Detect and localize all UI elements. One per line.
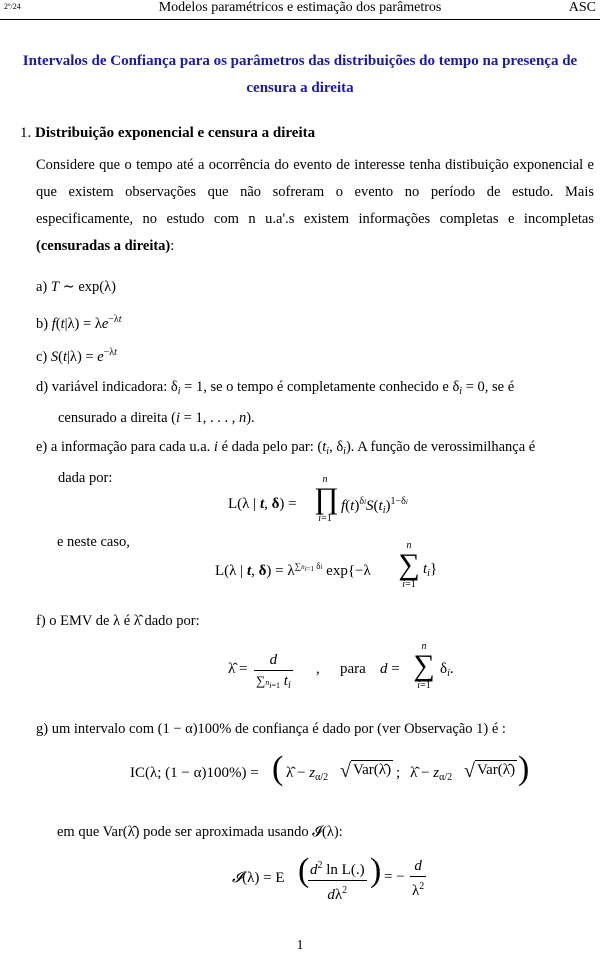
intro-paragraph: Considere que o tempo até a ocorrência do evento de interesse tenha distibuição exponencial e que existem observações que não sofreram o evento no período de estudo. Mais especificamente, no estudo com n u.a'.s existem informações completas e incompletas (censuradas a direita): xyxy=(36,157,594,254)
running-header xyxy=(0,0,600,18)
formula-a: T ∼ exp(λ) xyxy=(50,279,116,295)
item-c: c) $S(t|\lambda) = e^{-\lambda t}$ xyxy=(36,347,117,365)
item-d: d) variável indicadora: $\delta_i = 1$, se o tempo é completamente conhecido e $\delta_i = 0$, se é censurado a direita (i = 1, . . . , n). xyxy=(36,379,515,426)
intro-text: Considere que o tempo até a ocorrência do evento de interesse tenha distibuição exponencial e que existem observações que não sofreram o evento no período de estudo. Mais especificamente, no estudo com n u.a'.s existem informações completas e incompletas xyxy=(36,157,594,227)
likelihood-equation: L(λ | t, δ) = n ∏ i=1 $f(t)^{\delta i}S(t_i)^{1-\delta i}$ xyxy=(228,474,408,524)
emv-fraction: $\frac{d}{\sum n_{i=1} t_i}$ xyxy=(256,652,291,691)
fisher-information: 𝓘(λ) = E ( $\frac{d^2 \ln L(.)}{d\lambda^2}$ ) = − $\frac{d}{\lambda^2}$ xyxy=(232,852,425,903)
title-line-2: censura a direita xyxy=(246,80,354,96)
document-title xyxy=(8,48,592,102)
formula-c: $S(t|\lambda) = e^{-\lambda t}$ xyxy=(50,347,117,365)
section-number: 1. xyxy=(20,125,32,141)
formula-b: $f(t|\lambda) = \lambda e^{-\lambda t}$ xyxy=(51,314,122,332)
item-f: f) o EMV de λ é λ̂ dado por: xyxy=(36,613,200,629)
em-que-text: em que Var(λ̂) pode ser aproximada usando 𝓘(λ): xyxy=(57,824,343,840)
item-b: b) $f(t|\lambda) = \lambda e^{-\lambda t}$ xyxy=(36,314,122,332)
sum-operator: n ∑ i=1 xyxy=(398,540,420,590)
fisher-result-fraction: $\frac{d}{\lambda^2}$ xyxy=(412,858,425,899)
section-title: Distribuição exponencial e censura a direita xyxy=(35,125,316,141)
header-rule xyxy=(0,19,600,20)
author-abbr: ASC xyxy=(568,0,596,15)
page-number: 1 xyxy=(296,938,304,953)
item-e: e) a informação para cada u.a. i é dada pelo par: ($t_i$, $\delta_i$). A função de verossimilhança é dada por: xyxy=(36,439,536,486)
item-a: a) T ∼ exp(λ) xyxy=(36,279,116,295)
emv-formula: λ̂ = $\frac{d}{\sum n_{i=1} t_i}$ , para d = n ∑ i=1 $\delta_i$. xyxy=(228,648,468,698)
sum-operator-d: n ∑ i=1 xyxy=(413,641,435,691)
item-g: g) um intervalo com (1 − α)100% de confiança é dado por (ver Observação 1) é : xyxy=(36,721,506,737)
fisher-fraction: $\frac{d^2 \ln L(.)}{d\lambda^2}$ xyxy=(308,856,367,905)
neste-caso-text: e neste caso, xyxy=(57,534,130,550)
likelihood-simplified: L(λ | t, $\delta) = \lambda^{\sum n_{i=1} \delta i}$ exp{−λ n ∑ i=1 $t_i$} xyxy=(215,540,438,590)
title-line-1: Intervalos de Confiança para os parâmetros das distribuições do tempo na presença de xyxy=(22,53,578,69)
intro-bold: (censuradas a direita) xyxy=(36,238,171,254)
running-title: Modelos paramétricos e estimação dos parâmetros xyxy=(158,0,442,15)
ci-formula: IC(λ; (1 − α)100%) = ( λ̂ − $z_{\alpha/2}$ √ Var(λ̂) ; λ̂ − $z_{\alpha/2}$ √ Var(λ̂) ) xyxy=(130,750,530,787)
page-marker: 2º/24 xyxy=(4,2,21,11)
section-heading xyxy=(20,121,315,145)
product-operator: n ∏ i=1 xyxy=(314,474,339,524)
